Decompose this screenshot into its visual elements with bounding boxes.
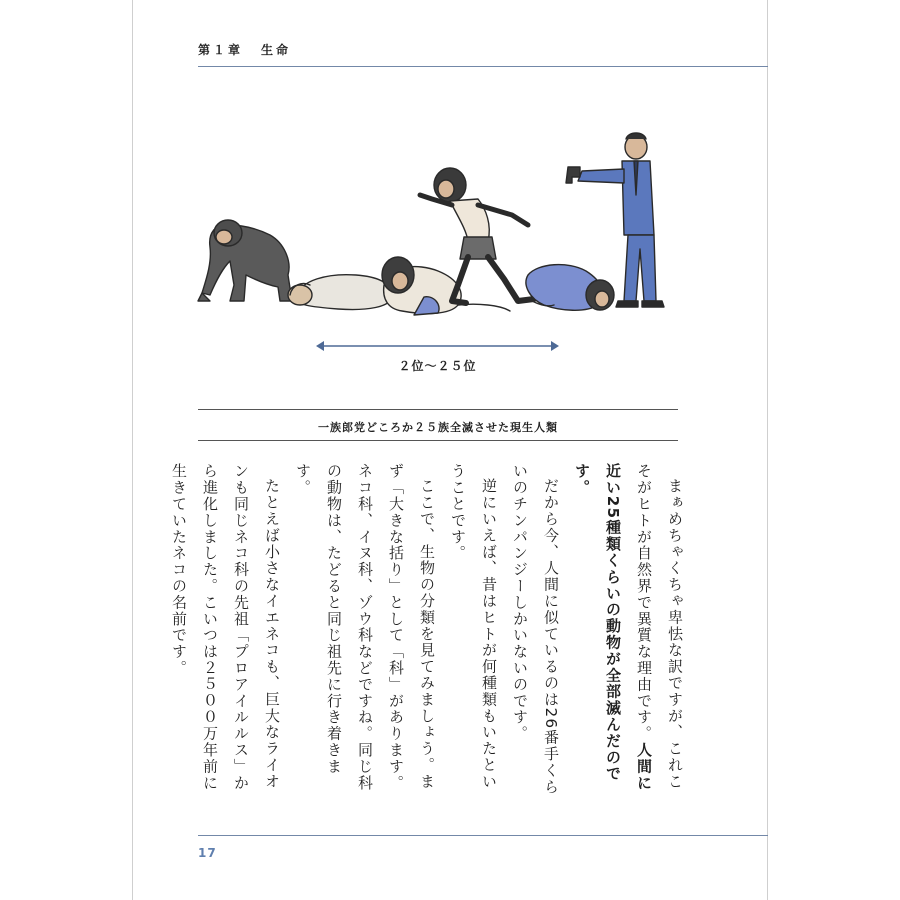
caption-rule-bottom (198, 440, 678, 441)
caption-rule-top (198, 409, 678, 410)
figure-caption: 一族郎党どころか２５族全滅させた現生人類 (318, 421, 558, 434)
chimpanzee-figure (198, 220, 292, 301)
body-text (170, 463, 690, 803)
footer-rule (198, 835, 768, 836)
page-number: 17 (198, 846, 217, 860)
chapter-header (198, 41, 291, 58)
chapter-number: 第１章 (198, 43, 244, 57)
paragraph: 逆にいえば、昔はヒトが何種類もいたということです。 (449, 463, 498, 790)
evolution-illustration (188, 125, 678, 330)
fallen-hominid-figure (288, 275, 392, 310)
emphasis-text: 人間に近い25種類くらいの動物が全部滅んだのです。 (573, 463, 653, 792)
paragraph: まぁめちゃくちゃ卑怯な訳ですが、これこそがヒトが自然界で異質な理由です。人間に近い25種類くらいの動物が全部滅んだのです。 (573, 463, 684, 792)
paragraph: たとえば小さなイエネコも、巨大なライオンも同じネコ科の先祖「プロアイルルス」から進化しました。こいつは２５００万年前に生きていたネコの名前です。 (170, 463, 281, 791)
paragraph: ここで、生物の分類を見てみましょう。まず「大きな括り」として「科」があります。ネコ科、イヌ科、ゾウ科などですね。同じ科の動物は、たどると同じ祖先に行き着きます。 (294, 463, 436, 791)
header-rule (198, 66, 768, 67)
paragraph: だから今、人間に似ているのは26番手くらいのチンパンジーしかいないのです。 (511, 463, 560, 796)
double-arrow-icon (315, 338, 560, 354)
range-label: ２位～２５位 (398, 359, 477, 373)
fallen-hominid-figure (526, 265, 614, 311)
chapter-title: 生命 (261, 43, 292, 57)
